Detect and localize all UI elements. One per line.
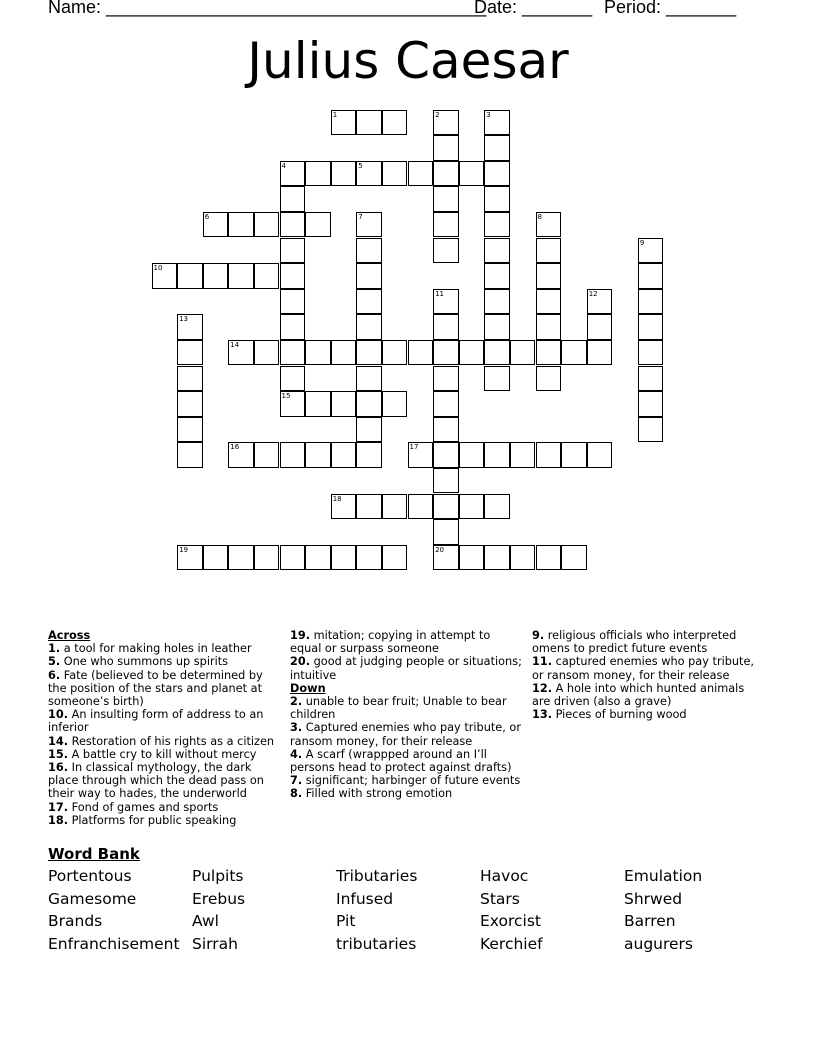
grid-cell[interactable] xyxy=(536,314,562,340)
grid-cell[interactable] xyxy=(638,314,664,340)
grid-cell[interactable] xyxy=(433,442,459,468)
clue-down-8: 8. Filled with strong emotion xyxy=(290,787,453,801)
grid-cell[interactable] xyxy=(177,340,203,366)
name-field-label[interactable]: Name: ______________________________________ xyxy=(48,0,487,17)
clue-number-label: 9 xyxy=(639,238,645,247)
grid-cell[interactable] xyxy=(228,263,254,289)
grid-cell[interactable] xyxy=(484,545,510,571)
grid-cell[interactable] xyxy=(280,366,306,392)
grid-cell[interactable] xyxy=(408,161,434,187)
grid-cell[interactable] xyxy=(356,417,382,443)
grid-cell[interactable] xyxy=(561,545,587,571)
grid-cell[interactable] xyxy=(228,212,254,238)
grid-cell[interactable] xyxy=(638,417,664,443)
grid-cell[interactable] xyxy=(638,289,664,315)
word-bank-item: augurers xyxy=(624,935,694,953)
grid-cell[interactable] xyxy=(254,212,280,238)
word-bank-item: Tributaries xyxy=(336,867,418,885)
grid-cell[interactable] xyxy=(433,340,459,366)
grid-cell[interactable] xyxy=(484,340,510,366)
grid-cell[interactable] xyxy=(561,442,587,468)
clue-number-label: 17 xyxy=(409,443,419,452)
clue-down-12: 12. A hole into which hunted animals are driven (also a grave) xyxy=(532,681,745,709)
grid-cell[interactable] xyxy=(484,212,510,238)
grid-cell[interactable] xyxy=(356,366,382,392)
grid-cell[interactable] xyxy=(280,289,306,315)
grid-cell[interactable] xyxy=(356,263,382,289)
grid-cell[interactable] xyxy=(484,314,510,340)
clue-down-2: 2. unable to bear fruit; Unable to bear children xyxy=(290,695,507,722)
grid-cell[interactable] xyxy=(382,161,408,187)
grid-cell[interactable] xyxy=(305,391,331,417)
grid-cell[interactable] xyxy=(536,263,562,289)
grid-cell[interactable] xyxy=(484,161,510,187)
grid-cell[interactable] xyxy=(459,442,485,468)
grid-cell[interactable] xyxy=(484,186,510,212)
clue-column-2 xyxy=(290,629,522,801)
grid-cell[interactable] xyxy=(638,391,664,417)
grid-cell[interactable] xyxy=(356,545,382,571)
clue-column-3 xyxy=(532,629,764,721)
grid-cell[interactable] xyxy=(510,545,536,571)
grid-cell[interactable] xyxy=(536,545,562,571)
grid-cell[interactable] xyxy=(254,340,280,366)
grid-cell[interactable] xyxy=(536,442,562,468)
grid-cell[interactable] xyxy=(382,545,408,571)
grid-cell[interactable] xyxy=(177,391,203,417)
grid-cell[interactable] xyxy=(331,161,357,187)
grid-cell[interactable] xyxy=(638,340,664,366)
clue-across-17: 17. Fond of games and sports xyxy=(48,800,219,814)
grid-cell[interactable] xyxy=(356,314,382,340)
clue-down-7: 7. significant; harbinger of future events xyxy=(290,774,521,788)
grid-cell[interactable] xyxy=(356,110,382,136)
word-bank-item: Emulation xyxy=(624,867,703,885)
grid-cell[interactable] xyxy=(510,340,536,366)
grid-cell[interactable] xyxy=(536,289,562,315)
word-bank-item: Gamesome xyxy=(48,890,137,908)
grid-cell[interactable] xyxy=(433,417,459,443)
grid-cell[interactable] xyxy=(536,340,562,366)
grid-cell[interactable] xyxy=(587,442,613,468)
grid-cell[interactable] xyxy=(331,545,357,571)
grid-cell[interactable] xyxy=(177,442,203,468)
word-bank-item: Shrwed xyxy=(624,890,683,908)
grid-cell[interactable] xyxy=(305,545,331,571)
clue-down-3: 3. Captured enemies who pay tribute, or ransom money, for their release xyxy=(290,721,521,748)
grid-cell[interactable] xyxy=(280,263,306,289)
grid-cell[interactable] xyxy=(382,340,408,366)
word-bank-item: Barren xyxy=(624,912,676,930)
grid-cell[interactable] xyxy=(280,442,306,468)
clue-number-label: 12 xyxy=(588,289,598,298)
clue-down-4: 4. A scarf (wrappped around an I’ll persons head to protect against drafts) xyxy=(290,747,512,775)
clue-number-label: 15 xyxy=(281,392,291,401)
grid-cell[interactable] xyxy=(433,366,459,392)
clue-number-label: 14 xyxy=(230,340,240,349)
grid-cell[interactable] xyxy=(433,391,459,417)
word-bank-item: Erebus xyxy=(192,890,246,908)
grid-cell[interactable] xyxy=(356,391,382,417)
grid-cell[interactable] xyxy=(433,468,459,494)
grid-cell[interactable] xyxy=(536,366,562,392)
grid-cell[interactable] xyxy=(356,238,382,264)
grid-cell[interactable] xyxy=(433,161,459,187)
clue-number-label: 13 xyxy=(179,315,189,324)
clue-across-10: 10. An insulting form of address to an inferior xyxy=(48,708,264,735)
clue-number-label: 1 xyxy=(332,110,338,119)
word-bank-item: Infused xyxy=(336,890,394,908)
grid-cell[interactable] xyxy=(484,289,510,315)
grid-cell[interactable] xyxy=(203,263,229,289)
grid-cell[interactable] xyxy=(459,161,485,187)
grid-cell[interactable] xyxy=(280,545,306,571)
word-bank-item: Pulpits xyxy=(192,867,244,885)
grid-cell[interactable] xyxy=(177,417,203,443)
grid-cell[interactable] xyxy=(433,314,459,340)
grid-cell[interactable] xyxy=(433,212,459,238)
word-bank-item: Portentous xyxy=(48,867,132,885)
grid-cell[interactable] xyxy=(356,494,382,520)
clue-number-label: 2 xyxy=(435,110,440,119)
clue-down-11: 11. captured enemies who pay tribute, or ransom money, for their release xyxy=(532,655,755,682)
grid-cell[interactable] xyxy=(408,340,434,366)
grid-cell[interactable] xyxy=(331,340,357,366)
grid-cell[interactable] xyxy=(305,340,331,366)
grid-cell[interactable] xyxy=(280,314,306,340)
clue-number-label: 11 xyxy=(435,289,445,298)
grid-cell[interactable] xyxy=(305,161,331,187)
word-bank-item: Brands xyxy=(48,912,103,930)
clue-number-label: 18 xyxy=(332,494,342,503)
grid-cell[interactable] xyxy=(254,263,280,289)
word-bank-item: Awl xyxy=(192,912,219,930)
grid-cell[interactable] xyxy=(484,135,510,161)
grid-cell[interactable] xyxy=(638,263,664,289)
grid-cell[interactable] xyxy=(484,366,510,392)
grid-cell[interactable] xyxy=(382,391,408,417)
grid-cell[interactable] xyxy=(510,442,536,468)
grid-cell[interactable] xyxy=(433,519,459,545)
grid-cell[interactable] xyxy=(331,391,357,417)
grid-cell[interactable] xyxy=(587,314,613,340)
word-bank-item: Enfranchisement xyxy=(48,935,180,953)
clue-number-label: 3 xyxy=(486,110,491,119)
grid-cell[interactable] xyxy=(638,366,664,392)
grid-cell[interactable] xyxy=(280,186,306,212)
across-heading: Across xyxy=(48,629,91,642)
word-bank-item: Pit xyxy=(336,912,356,930)
clue-across-14: 14. Restoration of his rights as a citizen xyxy=(48,734,275,748)
grid-cell[interactable] xyxy=(280,212,306,238)
grid-cell[interactable] xyxy=(459,340,485,366)
down-heading: Down xyxy=(290,681,326,695)
grid-cell[interactable] xyxy=(587,340,613,366)
page-title: Julius Caesar xyxy=(247,32,569,90)
grid-cell[interactable] xyxy=(484,494,510,520)
grid-cell[interactable] xyxy=(356,442,382,468)
grid-cell[interactable] xyxy=(177,263,203,289)
grid-cell[interactable] xyxy=(484,442,510,468)
grid-cell[interactable] xyxy=(484,238,510,264)
word-bank-item: Exorcist xyxy=(480,912,541,930)
clue-column-1 xyxy=(48,629,280,827)
grid-cell[interactable] xyxy=(433,238,459,264)
grid-cell[interactable] xyxy=(433,186,459,212)
clue-number-label: 5 xyxy=(358,161,363,170)
grid-cell[interactable] xyxy=(305,212,331,238)
clue-number-label: 7 xyxy=(358,212,363,221)
clue-down-9: 9. religious officials who interpreted omens to predict future events xyxy=(532,629,737,656)
word-bank-item: Sirrah xyxy=(192,935,238,953)
clue-across-20: 20. good at judging people or situations; intuitive xyxy=(290,655,522,682)
grid-cell[interactable] xyxy=(433,135,459,161)
grid-cell[interactable] xyxy=(484,263,510,289)
clue-number-label: 20 xyxy=(435,545,445,554)
grid-cell[interactable] xyxy=(254,442,280,468)
word-bank-item: tributaries xyxy=(336,935,417,953)
clue-across-6: 6. Fate (believed to be determined by the position of the stars and planet at someone’s birth) xyxy=(48,668,263,709)
grid-cell[interactable] xyxy=(305,442,331,468)
word-bank-item: Havoc xyxy=(480,867,529,885)
grid-cell[interactable] xyxy=(177,366,203,392)
clue-number-label: 10 xyxy=(153,264,163,273)
grid-cell[interactable] xyxy=(254,545,280,571)
word-bank-item: Stars xyxy=(480,890,520,908)
clue-number-label: 16 xyxy=(230,443,240,452)
clue-number-label: 8 xyxy=(537,212,542,221)
grid-cell[interactable] xyxy=(228,545,254,571)
grid-cell[interactable] xyxy=(433,494,459,520)
clue-number-label: 19 xyxy=(179,545,189,554)
grid-cell[interactable] xyxy=(280,238,306,264)
grid-cell[interactable] xyxy=(356,340,382,366)
grid-cell[interactable] xyxy=(356,289,382,315)
grid-cell[interactable] xyxy=(331,442,357,468)
date-field-label[interactable]: Date: _______ xyxy=(474,0,593,17)
grid-cell[interactable] xyxy=(459,494,485,520)
clue-number-label: 4 xyxy=(281,161,286,170)
clue-across-5: 5. One who summons up spirits xyxy=(48,655,229,669)
clue-across-1: 1. a tool for making holes in leather xyxy=(48,642,252,656)
word-bank-heading: Word Bank xyxy=(48,845,140,863)
grid-cell[interactable] xyxy=(561,340,587,366)
clue-across-19: 19. mitation; copying in attempt to equal or surpass someone xyxy=(290,629,491,656)
clue-across-16: 16. In classical mythology, the dark place through which the dead pass on their way to hades, the underworld xyxy=(48,761,264,801)
word-bank-item: Kerchief xyxy=(480,935,543,953)
grid-cell[interactable] xyxy=(408,494,434,520)
clue-number-label: 6 xyxy=(204,212,210,221)
grid-cell[interactable] xyxy=(382,110,408,136)
clue-across-15: 15. A battle cry to kill without mercy xyxy=(48,747,257,761)
grid-cell[interactable] xyxy=(459,545,485,571)
clue-down-13: 13. Pieces of burning wood xyxy=(532,708,687,722)
clue-across-18: 18. Platforms for public speaking xyxy=(48,813,237,827)
period-field-label[interactable]: Period: _______ xyxy=(604,0,737,17)
grid-cell[interactable] xyxy=(536,238,562,264)
grid-cell[interactable] xyxy=(203,545,229,571)
grid-cell[interactable] xyxy=(382,494,408,520)
grid-cell[interactable] xyxy=(280,340,306,366)
